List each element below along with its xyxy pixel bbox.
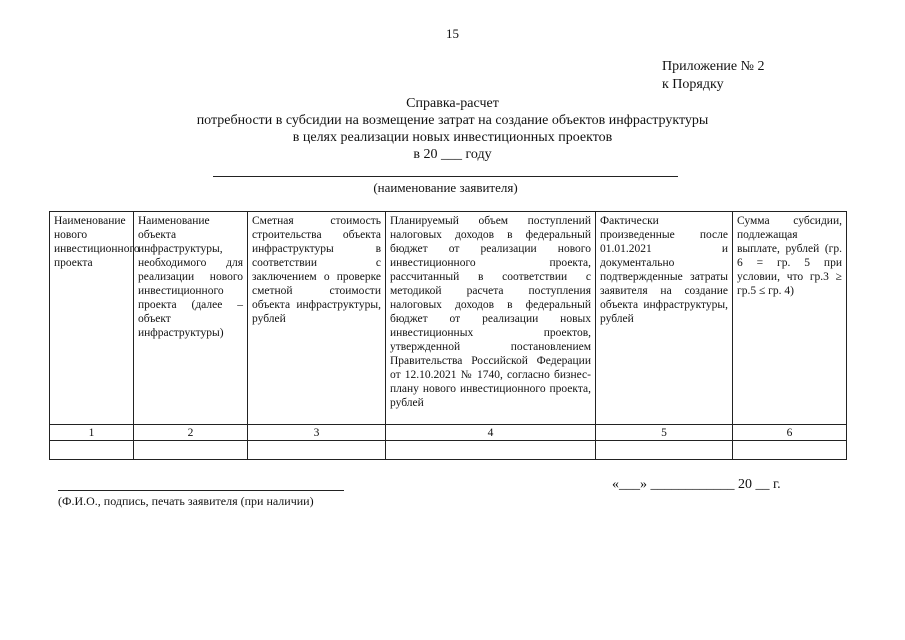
table-row [50, 441, 847, 460]
calculation-table [49, 211, 847, 460]
title-line-3: в целях реализации новых инвестиционных проектов [292, 130, 613, 145]
signature-line [58, 490, 344, 491]
header-cell-1: Наименование нового инвестиционного проекта [50, 212, 134, 425]
header-cell-2: Наименование объекта инфраструктуры, необходимого для реализации нового инвестиционного проекта (далее – объект инфраструктуры) [134, 212, 248, 425]
empty-cell [50, 441, 134, 460]
column-number-2: 2 [134, 425, 248, 441]
title-line-1: Справка-расчет [406, 96, 499, 111]
signature-caption: (Ф.И.О., подпись, печать заявителя (при наличии) [58, 494, 314, 508]
header-cell-6: Сумма субсидии, подлежащая выплате, рублей (гр. 6 = гр. 5 при условии, что гр.3 ≥ гр.5 ≤ гр. 4) [733, 212, 847, 425]
header-cell-5: Фактически произведенные после 01.01.2021 и документально подтвержденные затраты заявителя на создание объекта инфраструктуры, рублей [596, 212, 733, 425]
column-number-1: 1 [50, 425, 134, 441]
date-line: «___» ____________ 20 __ г. [612, 477, 781, 492]
empty-cell [248, 441, 386, 460]
column-number-row [50, 425, 847, 441]
column-number-6: 6 [733, 425, 847, 441]
table-header-row [50, 212, 847, 425]
column-number-4: 4 [386, 425, 596, 441]
applicant-label: (наименование заявителя) [373, 180, 518, 195]
annex-line-1: Приложение № 2 [662, 59, 765, 74]
empty-cell [386, 441, 596, 460]
document-title [0, 95, 905, 163]
empty-cell [733, 441, 847, 460]
page-number: 15 [446, 26, 459, 41]
column-number-3: 3 [248, 425, 386, 441]
header-cell-3: Сметная стоимость строительства объекта инфраструктуры в соответствии с заключением о проверке сметной стоимости объекта инфраструктуры, рублей [248, 212, 386, 425]
empty-cell [134, 441, 248, 460]
column-number-5: 5 [596, 425, 733, 441]
empty-cell [596, 441, 733, 460]
title-line-4: в 20 ___ году [413, 147, 492, 162]
annex-reference [662, 58, 765, 94]
header-cell-4: Планируемый объем поступлений налоговых доходов в федеральный бюджет от реализации нового инвестиционного проекта, рассчитанный в соответствии с методикой расчета поступления налоговых доходов в федеральный бюджет от реализации новых инвестиционных проектов, утвержденной постановлением Правительства Российской Федерации от 12.10.2021 № 1740, согласно бизнес-плану нового инвестиционного проекта, рублей [386, 212, 596, 425]
annex-line-2: к Порядку [662, 77, 724, 92]
applicant-name-line [213, 176, 678, 177]
title-line-2: потребности в субсидии на возмещение затрат на создание объектов инфраструктуры [196, 113, 709, 128]
